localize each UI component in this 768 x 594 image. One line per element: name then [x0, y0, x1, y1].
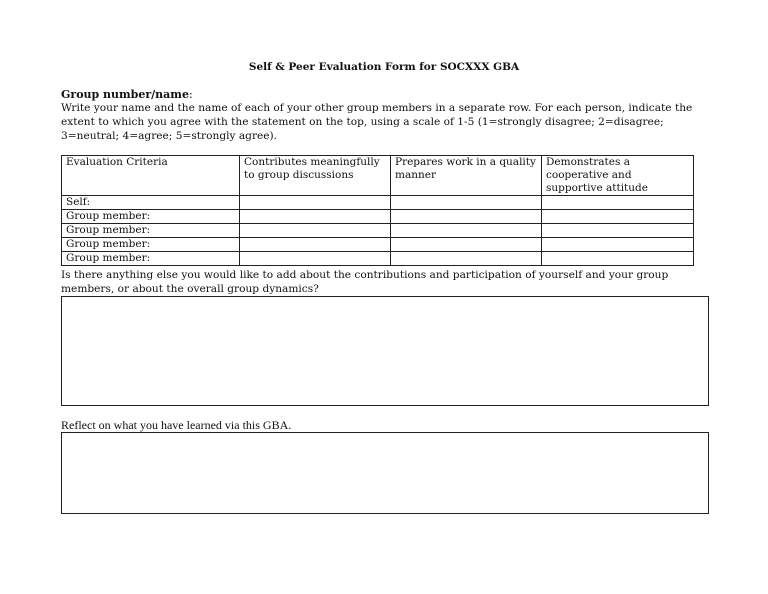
score-cell[interactable] [240, 224, 391, 238]
group-name-label-colon: : [188, 88, 193, 101]
row-label-group-member: Group member: [62, 252, 240, 266]
score-cell[interactable] [240, 210, 391, 224]
score-cell[interactable] [240, 196, 391, 210]
row-label-self: Self: [62, 196, 240, 210]
table-header-row [62, 156, 694, 196]
reflection-box[interactable] [61, 432, 709, 514]
score-cell[interactable] [240, 238, 391, 252]
header-prepares-work: Prepares work in a quality manner [391, 156, 542, 196]
page-title: Self & Peer Evaluation Form for SOCXXX GBA [248, 61, 520, 73]
additional-comments-question: Is there anything else you would like to add about the contributions and participation of yourself and your group members, or about the overall group dynamics? [61, 269, 669, 295]
header-evaluation-criteria: Evaluation Criteria [62, 156, 240, 196]
score-cell[interactable] [542, 196, 694, 210]
score-cell[interactable] [542, 252, 694, 266]
score-cell[interactable] [391, 196, 542, 210]
header-cooperative-attitude: Demonstrates a cooperative and supportive attitude [542, 156, 694, 196]
group-name-label-text: Group number/name [61, 88, 189, 101]
group-name-label [61, 88, 193, 101]
row-label-group-member: Group member: [62, 210, 240, 224]
score-cell[interactable] [542, 210, 694, 224]
row-label-group-member: Group member: [62, 238, 240, 252]
table-row [62, 210, 694, 224]
row-label-group-member: Group member: [62, 224, 240, 238]
table-row [62, 196, 694, 210]
additional-comments-box[interactable] [61, 296, 709, 406]
score-cell[interactable] [391, 252, 542, 266]
score-cell[interactable] [240, 252, 391, 266]
score-cell[interactable] [542, 224, 694, 238]
score-cell[interactable] [542, 238, 694, 252]
header-contributes-discussions: Contributes meaningfully to group discussions [240, 156, 391, 196]
table-row [62, 224, 694, 238]
score-cell[interactable] [391, 224, 542, 238]
score-cell[interactable] [391, 238, 542, 252]
instructions-text: Write your name and the name of each of your other group members in a separate row. For each person, indicate the extent to which you agree with the statement on the top, using a scale of 1-5 (1=strongly disagree; 2=disagree; 3=neutral; 4=agree; 5=strongly agree). [61, 102, 693, 142]
table-row [62, 252, 694, 266]
evaluation-table [61, 155, 694, 266]
table-row [62, 238, 694, 252]
score-cell[interactable] [391, 210, 542, 224]
reflection-question: Reflect on what you have learned via this GBA. [61, 418, 292, 432]
